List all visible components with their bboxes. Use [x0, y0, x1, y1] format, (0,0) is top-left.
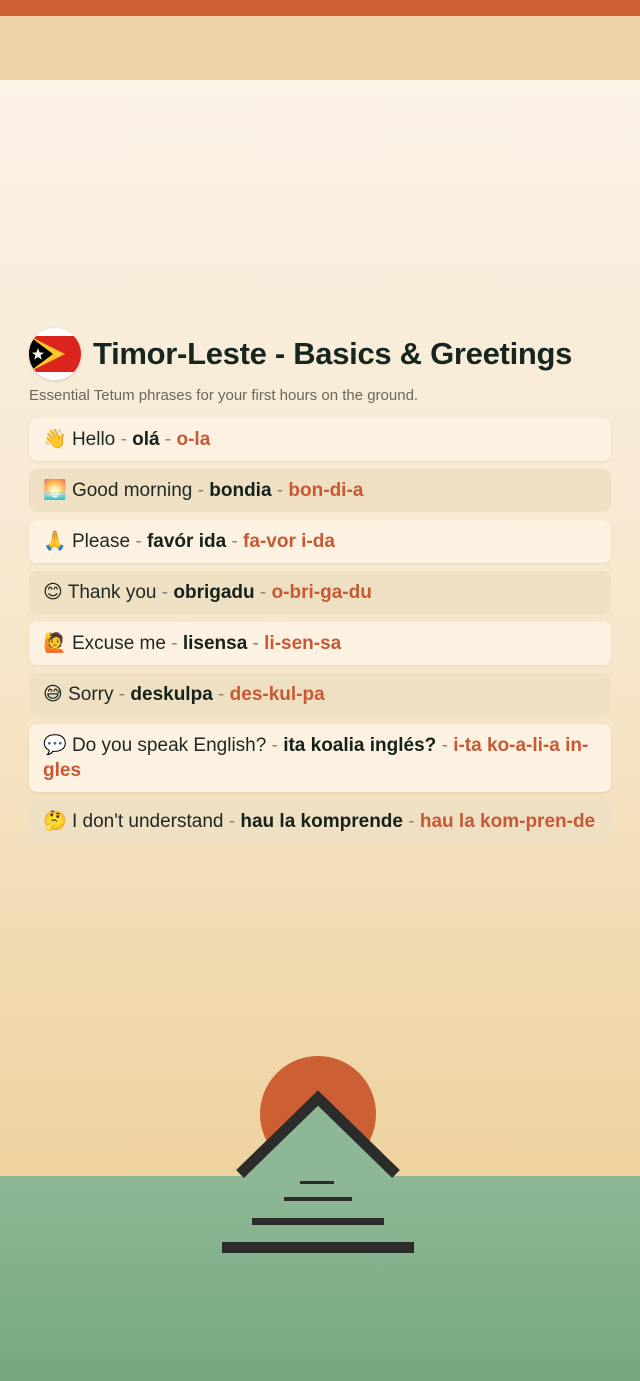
- phrase-english: Hello: [71, 429, 116, 450]
- sweat-smile-icon: 😅: [43, 683, 63, 705]
- separator: -: [271, 480, 289, 501]
- phrase-english: Sorry: [68, 684, 114, 705]
- phrase-pronunciation: o-la: [176, 429, 211, 450]
- phrase-item: [29, 673, 611, 716]
- phrase-english: Excuse me: [71, 633, 166, 654]
- phrase-pronunciation: bon-di-a: [288, 480, 364, 501]
- phrase-item: [29, 800, 611, 843]
- phrase-item: [29, 724, 611, 792]
- phrase-tetum: bondia: [209, 480, 272, 501]
- speech-bubble-icon: 💬: [43, 734, 67, 756]
- phrase-tetum: obrigadu: [173, 582, 255, 603]
- timor-leste-flag-icon: [29, 328, 81, 380]
- phrase-item: [29, 469, 611, 512]
- step-line-2: [284, 1197, 352, 1201]
- landscape-illustration: [0, 1040, 640, 1300]
- phrase-list: [29, 418, 611, 851]
- phrase-english: I don't understand: [71, 811, 224, 832]
- step-line-4: [222, 1242, 414, 1253]
- raising-hand-icon: 🙋: [43, 632, 67, 654]
- phrase-item: [29, 520, 611, 563]
- separator: -: [113, 684, 131, 705]
- phrase-pronunciation: des-kul-pa: [229, 684, 325, 705]
- phrase-pronunciation: hau la kom-pren-de: [419, 811, 596, 832]
- phrase-pronunciation: fa-vor i-da: [243, 531, 335, 552]
- phrase-pronunciation: li-sen-sa: [264, 633, 342, 654]
- separator: -: [226, 531, 244, 552]
- page-header: [29, 328, 619, 380]
- phrase-english: Good morning: [71, 480, 193, 501]
- phrase-item: [29, 418, 611, 461]
- folded-hands-icon: 🙏: [43, 530, 67, 552]
- separator: -: [247, 633, 265, 654]
- phrase-item: [29, 571, 611, 614]
- smiling-face-icon: 😊: [43, 581, 63, 603]
- phrase-item: [29, 622, 611, 665]
- phrase-pronunciation: o-bri-ga-du: [271, 582, 372, 603]
- separator: -: [115, 429, 133, 450]
- top-accent-strip: [0, 0, 640, 16]
- separator: -: [165, 633, 183, 654]
- phrase-tetum: olá: [132, 429, 160, 450]
- phrase-tetum: lisensa: [182, 633, 248, 654]
- separator: -: [159, 429, 177, 450]
- page-subtitle: Essential Tetum phrases for your first hours on the ground.: [29, 387, 419, 404]
- separator: -: [223, 811, 241, 832]
- sunrise-icon: 🌅: [43, 479, 67, 501]
- waving-hand-icon: 👋: [43, 428, 67, 450]
- step-line-3: [252, 1218, 384, 1225]
- separator: -: [254, 582, 272, 603]
- separator: -: [212, 684, 230, 705]
- page-title: Timor-Leste - Basics & Greetings: [93, 336, 573, 371]
- phrase-tetum: favór ida: [146, 531, 227, 552]
- top-band: [0, 16, 640, 80]
- separator: -: [266, 735, 284, 756]
- thinking-face-icon: 🤔: [43, 810, 67, 832]
- phrase-tetum: deskulpa: [130, 684, 213, 705]
- phrase-tetum: hau la komprende: [240, 811, 403, 832]
- separator: -: [436, 735, 454, 756]
- separator: -: [402, 811, 420, 832]
- separator: -: [156, 582, 174, 603]
- phrase-english: Please: [71, 531, 131, 552]
- separator: -: [192, 480, 210, 501]
- phrase-pronunciation: i-ta ko-a-li-a in-gles: [43, 735, 589, 781]
- phrase-english: Do you speak English?: [71, 735, 267, 756]
- step-line-1: [300, 1181, 334, 1184]
- separator: -: [130, 531, 147, 552]
- phrase-english: Thank you: [67, 582, 157, 603]
- phrase-tetum: ita koalia inglés?: [283, 735, 437, 756]
